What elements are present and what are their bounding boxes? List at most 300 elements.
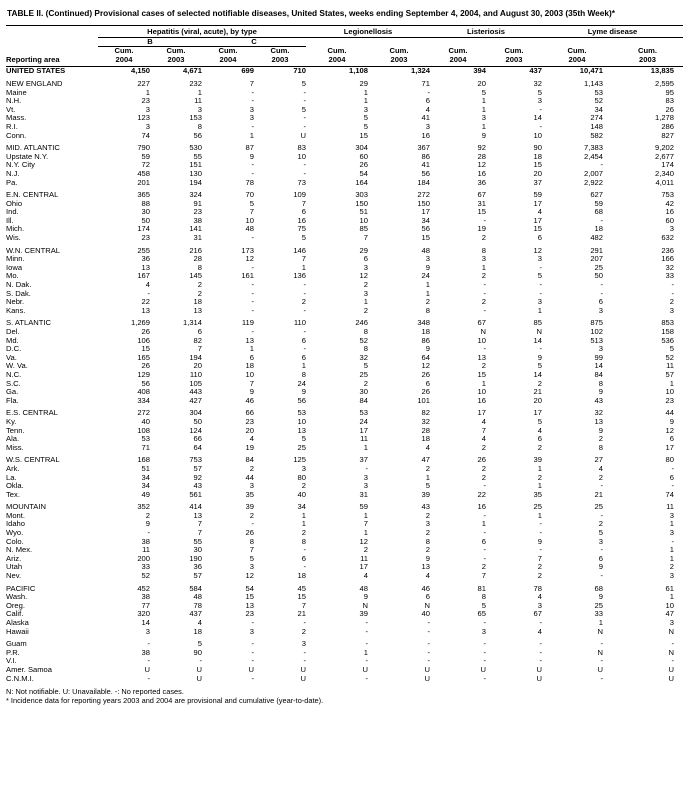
row-value: 2 [301, 528, 306, 538]
row-value: 66 [245, 408, 254, 418]
row-value: 7 [249, 545, 254, 555]
row-value: 64 [193, 442, 202, 452]
row-value: 18 [594, 224, 603, 234]
row-value: 853 [661, 318, 674, 328]
row-value: 3 [481, 254, 486, 264]
row-value: 48 [421, 245, 430, 255]
row-value: 5 [249, 198, 254, 208]
row-value: 43 [421, 502, 430, 512]
row-value: 78 [193, 600, 202, 610]
row-area-label: MOUNTAIN [6, 502, 46, 512]
row-value: 2,454 [583, 151, 603, 161]
col-reporting-area: Reporting area [6, 54, 60, 64]
table-row [6, 345, 683, 354]
row-value: 4 [145, 280, 150, 290]
row-value: 5 [481, 600, 486, 610]
row-area-label: N.C. [6, 369, 22, 379]
row-value: 15 [359, 130, 368, 140]
row-value: - [539, 656, 542, 666]
row-value: - [600, 288, 603, 298]
row-value: 85 [533, 318, 542, 328]
row-value: - [303, 160, 306, 170]
row-value: 10 [533, 130, 542, 140]
row-value: - [147, 528, 150, 538]
row-value: U [362, 664, 368, 674]
row-value: 6 [363, 254, 368, 264]
row-value: 39 [245, 502, 254, 512]
row-value: 4 [481, 434, 486, 444]
row-value: 17 [533, 198, 542, 208]
row-value: 48 [245, 224, 254, 234]
row-value: 3 [425, 254, 430, 264]
row-value: U [424, 673, 430, 683]
row-value: 1 [537, 510, 542, 520]
table-row [6, 234, 683, 243]
row-value: 17 [533, 408, 542, 418]
row-value: 561 [189, 489, 202, 499]
row-value: - [251, 656, 254, 666]
row-value: 23 [141, 233, 150, 243]
table-row [6, 538, 683, 547]
row-value: 1 [363, 647, 368, 657]
row-value: 4 [537, 207, 542, 217]
row-value: - [539, 528, 542, 538]
row-area-label: Iowa [6, 262, 23, 272]
row-value: 7 [249, 378, 254, 388]
col-legio-2003: 2003 [390, 54, 408, 64]
row-value: - [539, 288, 542, 298]
row-value: 8 [481, 245, 486, 255]
row-value: 194 [189, 177, 202, 187]
row-value: 6 [301, 352, 306, 362]
row-value: 2 [249, 463, 254, 473]
row-value: 92 [477, 143, 486, 153]
row-value: 34 [297, 502, 306, 512]
row-value: U [196, 664, 202, 674]
row-value: 1 [363, 87, 368, 97]
row-value: 13 [297, 425, 306, 435]
row-value: 59 [533, 190, 542, 200]
row-value: 36 [477, 177, 486, 187]
row-value: 15 [297, 592, 306, 602]
row-value: 15 [421, 233, 430, 243]
row-value: - [303, 113, 306, 123]
row-value: 27 [594, 455, 603, 465]
row-area-label: Mass. [6, 113, 27, 123]
row-value: 12 [477, 160, 486, 170]
row-value: 67 [477, 190, 486, 200]
row-value: N [480, 327, 486, 336]
row-value: 24 [297, 378, 306, 388]
row-value: 5 [537, 271, 542, 281]
row-area-label: Tenn. [6, 425, 25, 435]
row-value: 3 [425, 121, 430, 131]
row-value: - [365, 618, 368, 627]
row-value: 9 [598, 425, 603, 435]
row-area-label: N.H. [6, 96, 22, 106]
row-value: N [362, 600, 368, 610]
row-value: 26 [477, 455, 486, 465]
row-value: 8 [425, 536, 430, 546]
row-value: 1 [669, 519, 674, 529]
row-value: 18 [533, 151, 542, 161]
row-area-label: Alaska [6, 618, 29, 627]
row-value: 26 [665, 104, 674, 114]
row-value: - [251, 639, 254, 649]
row-area-label: W.N. CENTRAL [6, 245, 61, 255]
row-area-label: Maine [6, 87, 27, 97]
row-area-label: Upstate N.Y. [6, 151, 49, 161]
row-value: 16 [477, 168, 486, 178]
row-value: 130 [189, 168, 202, 178]
row-value: 2 [481, 297, 486, 307]
row-value: 414 [189, 502, 202, 512]
row-value: 9 [249, 151, 254, 161]
row-value: 1 [481, 519, 486, 529]
row-value: 3 [145, 121, 150, 131]
row-value: 60 [665, 215, 674, 225]
row-value: 1 [363, 510, 368, 520]
row-value: 9 [249, 387, 254, 397]
row-value: 34 [141, 472, 150, 482]
row-value: 25 [297, 442, 306, 452]
row-value: U [536, 673, 542, 683]
table-row [6, 649, 683, 658]
row-area-label: Oreg. [6, 600, 25, 610]
row-value: 17 [665, 442, 674, 452]
row-value: 56 [421, 224, 430, 234]
row-value: - [147, 639, 150, 649]
row-value: 2 [537, 472, 542, 482]
row-value: 3 [669, 528, 674, 538]
row-value: 2 [363, 280, 368, 290]
row-value: 201 [137, 177, 150, 187]
row-value: 8 [598, 378, 603, 388]
row-value: 3 [249, 481, 254, 491]
table-row [6, 529, 683, 538]
row-value: N [668, 647, 674, 657]
row-value: 13 [245, 600, 254, 610]
row-value: 124 [189, 425, 202, 435]
row-area-label: E.N. CENTRAL [6, 190, 59, 200]
row-value: 72 [141, 160, 150, 170]
table-row [6, 444, 683, 453]
row-value: 45 [297, 583, 306, 593]
row-value: 38 [141, 647, 150, 657]
row-value: 194 [189, 352, 202, 362]
row-value: 11 [360, 553, 368, 563]
row-value: 348 [417, 318, 430, 328]
row-value: 320 [137, 609, 150, 619]
row-value: 146 [293, 245, 306, 255]
table-row [6, 337, 683, 346]
row-value: - [365, 673, 368, 683]
row-value: - [303, 344, 306, 354]
row-value: 83 [665, 96, 674, 106]
row-area-label: Calif. [6, 609, 24, 619]
row-value: 1 [301, 510, 306, 520]
row-value: 13 [193, 305, 202, 315]
table-row [6, 628, 683, 637]
row-value: 9 [481, 130, 486, 140]
row-value: 1 [537, 463, 542, 473]
row-value: 2 [481, 271, 486, 281]
row-value: 1 [481, 96, 486, 106]
row-value: 14 [533, 369, 542, 379]
table-row [6, 499, 683, 512]
row-value: 2 [537, 562, 542, 572]
row-value: 8 [197, 121, 202, 131]
row-area-label: Ind. [6, 207, 19, 217]
row-value: 145 [189, 271, 202, 281]
row-value: 6 [425, 592, 430, 602]
row-value: 34 [421, 215, 430, 225]
row-value: 10 [359, 215, 368, 225]
row-value: 32 [359, 352, 368, 362]
row-value: 8 [197, 262, 202, 272]
row-value: 41 [421, 113, 430, 123]
row-value: 5 [598, 528, 603, 538]
row-value: 14 [533, 335, 542, 345]
row-value: 173 [241, 245, 254, 255]
table-row [6, 593, 683, 602]
col-lyme-cum-label-2: Cum. [638, 46, 657, 56]
row-value: - [483, 510, 486, 520]
row-value: - [483, 656, 486, 666]
row-value: 44 [245, 472, 254, 482]
row-value: 1,314 [182, 318, 202, 328]
row-value: 9 [669, 416, 674, 426]
col-hepc-cum-label: Cum. [218, 46, 238, 56]
row-value: 584 [189, 583, 202, 593]
row-value: 10 [665, 387, 674, 397]
row-value: 31 [359, 489, 368, 499]
table-row [6, 328, 683, 337]
row-value: 55 [193, 536, 202, 546]
row-value: 28 [477, 151, 486, 161]
row-value: 16 [421, 130, 430, 140]
row-value: 8 [363, 327, 368, 336]
row-value: 30 [359, 387, 368, 397]
row-value: - [303, 121, 306, 131]
row-value: 7 [197, 528, 202, 538]
row-value: 86 [421, 335, 430, 345]
row-value: 1 [301, 262, 306, 272]
row-value: - [251, 519, 254, 529]
row-value: 2 [363, 305, 368, 315]
row-value: - [365, 656, 368, 666]
row-value: 68 [594, 583, 603, 593]
row-value: 8 [425, 305, 430, 315]
row-value: 2 [425, 297, 430, 307]
row-value: 2 [425, 510, 430, 520]
row-value: - [600, 160, 603, 170]
row-value: - [483, 673, 486, 683]
row-value: 50 [193, 416, 202, 426]
row-value: 367 [417, 143, 430, 153]
row-value: 9 [363, 592, 368, 602]
table-row [6, 97, 683, 106]
row-area-label: N.J. [6, 168, 20, 178]
row-value: 25 [359, 369, 368, 379]
row-value: 1 [598, 618, 603, 627]
row-value: 26 [245, 528, 254, 538]
row-value: 92 [193, 472, 202, 482]
row-value: 753 [661, 190, 674, 200]
row-area-label: Ga. [6, 387, 19, 397]
table-row [6, 281, 683, 290]
table-row [6, 272, 683, 281]
row-value: - [671, 536, 674, 546]
row-value: 5 [363, 113, 368, 123]
row-area-label: Hawaii [6, 626, 29, 636]
row-value: 20 [533, 395, 542, 405]
row-value: 13,835 [650, 66, 674, 76]
row-value: 3 [537, 254, 542, 264]
table-row [6, 106, 683, 115]
row-value: 78 [533, 583, 542, 593]
row-value: 437 [189, 609, 202, 619]
row-value: 167 [137, 271, 150, 281]
row-value: 77 [141, 600, 150, 610]
row-value: 32 [533, 78, 542, 88]
row-value: 1 [301, 519, 306, 529]
row-area-label: Amer. Samoa [6, 664, 53, 674]
row-value: 32 [594, 408, 603, 418]
row-value: 3 [363, 262, 368, 272]
row-value: 7 [363, 519, 368, 529]
row-value: 39 [421, 489, 430, 499]
row-value: 6 [197, 327, 202, 336]
row-value: 47 [421, 455, 430, 465]
row-value: 28 [421, 425, 430, 435]
row-value: - [251, 305, 254, 315]
row-value: U [300, 664, 306, 674]
row-value: 272 [417, 190, 430, 200]
row-value: 37 [359, 455, 368, 465]
row-value: 3 [669, 224, 674, 234]
row-value: 1 [481, 262, 486, 272]
row-value: 13 [141, 305, 150, 315]
row-value: - [600, 215, 603, 225]
row-value: - [303, 545, 306, 555]
row-value: - [427, 618, 430, 627]
table-row [6, 418, 683, 427]
row-value: 7 [363, 233, 368, 243]
row-value: - [539, 545, 542, 555]
footnote-line-1: N: Not notifiable. U: Unavailable. -: No reported cases. [6, 687, 184, 697]
row-value: - [483, 639, 486, 649]
row-value: 7 [249, 207, 254, 217]
table-row [6, 512, 683, 521]
row-value: 23 [245, 416, 254, 426]
row-value: 90 [193, 647, 202, 657]
row-value: - [147, 288, 150, 298]
row-value: 17 [533, 215, 542, 225]
row-value: 5 [481, 87, 486, 97]
row-value: 7 [481, 425, 486, 435]
row-value: 26 [421, 387, 430, 397]
row-value: 2 [301, 481, 306, 491]
row-value: 6 [301, 335, 306, 345]
footnotes [6, 687, 685, 705]
row-value: 3 [363, 472, 368, 482]
row-value: 54 [245, 583, 254, 593]
row-value: 2,007 [583, 168, 603, 178]
row-value: 3 [363, 104, 368, 114]
row-value: 53 [359, 408, 368, 418]
row-value: 10 [297, 416, 306, 426]
row-value: 8 [301, 369, 306, 379]
row-value: 1 [363, 96, 368, 106]
row-value: 3 [598, 536, 603, 546]
row-value: 200 [137, 553, 150, 563]
row-value: - [539, 639, 542, 649]
table-row [6, 666, 683, 675]
row-value: 5 [197, 639, 202, 649]
row-value: - [483, 545, 486, 555]
row-value: 3 [669, 571, 674, 581]
row-value: 3 [537, 96, 542, 106]
row-value: - [251, 673, 254, 683]
row-area-label: W. Va. [6, 361, 28, 371]
row-value: - [671, 288, 674, 298]
row-value: 1 [481, 378, 486, 388]
table-row [6, 427, 683, 436]
header-group-row [6, 28, 683, 37]
row-value: 106 [137, 335, 150, 345]
row-value: U [668, 673, 674, 683]
row-value: 4 [481, 416, 486, 426]
row-area-label: Guam [6, 639, 27, 649]
row-value: 1,278 [654, 113, 674, 123]
row-value: - [600, 656, 603, 666]
table-row [6, 67, 683, 76]
page-title: TABLE II. (Continued) Provisional cases of selected notifiable diseases, United States, weeks ending September 4, 2004, and August 30, 2003 (35th Week)* [7, 8, 616, 18]
row-value: 15 [533, 160, 542, 170]
row-value: 110 [293, 318, 306, 328]
row-value: 2 [197, 280, 202, 290]
row-value: 26 [421, 369, 430, 379]
row-value: - [483, 280, 486, 290]
row-value: 10 [245, 215, 254, 225]
row-value: 20 [533, 168, 542, 178]
row-value: - [600, 510, 603, 520]
row-value: 20 [193, 361, 202, 371]
row-value: - [251, 288, 254, 298]
row-value: U [300, 673, 306, 683]
row-value: 753 [189, 455, 202, 465]
row-value: 148 [590, 121, 603, 131]
row-value: 151 [189, 160, 202, 170]
col-group-listeriosis: Listeriosis [430, 28, 542, 37]
row-value: 6 [537, 434, 542, 444]
table-row [6, 161, 683, 170]
row-value: 10 [477, 335, 486, 345]
row-area-label: Mich. [6, 224, 25, 234]
row-value: 31 [193, 233, 202, 243]
row-value: 71 [141, 442, 150, 452]
row-value: 24 [359, 416, 368, 426]
row-value: 18 [297, 571, 306, 581]
row-value: 21 [533, 387, 542, 397]
row-value: 17 [477, 408, 486, 418]
row-area-label: Del. [6, 327, 20, 336]
row-value: 5 [301, 434, 306, 444]
table-row [6, 619, 683, 628]
row-value: 83 [297, 143, 306, 153]
row-value: 47 [665, 609, 674, 619]
